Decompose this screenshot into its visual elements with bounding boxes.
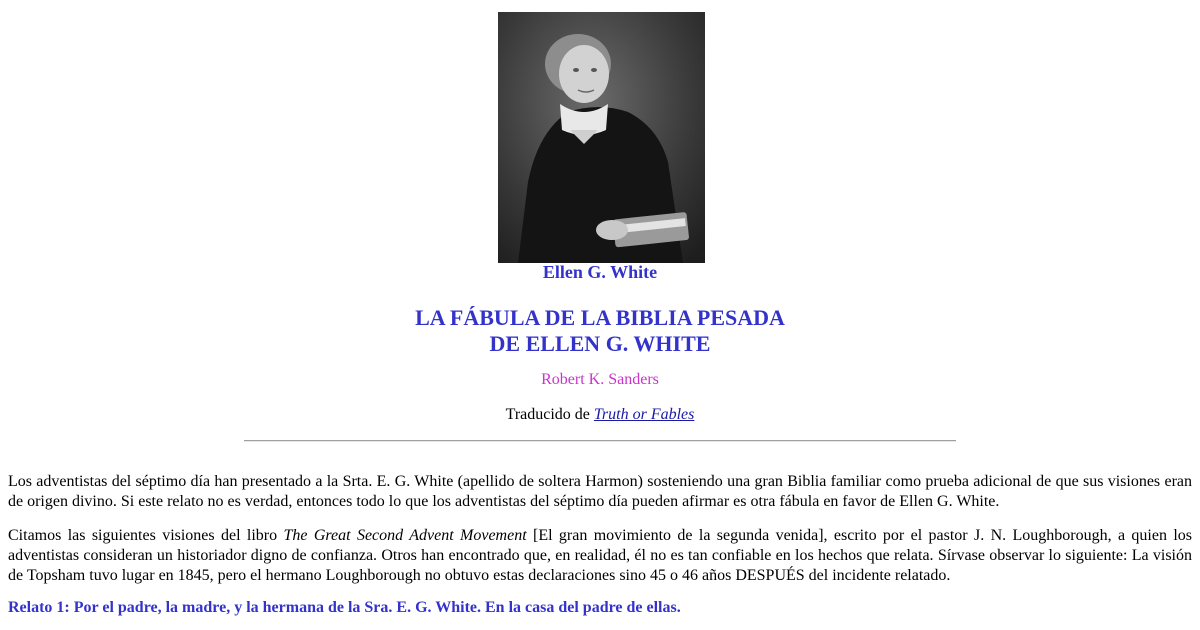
truth-or-fables-link[interactable]: Truth or Fables xyxy=(593,406,695,423)
page-title-line-1: LA FÁBULA DE LA BIBLIA PESADA xyxy=(415,305,785,330)
translated-from xyxy=(0,406,1200,424)
author-name: Robert K. Sanders xyxy=(541,371,659,388)
photo-caption: Ellen G. White xyxy=(542,262,658,282)
translated-prefix: Traducido de xyxy=(505,406,594,423)
horizontal-divider xyxy=(244,440,956,442)
citation-text-before: Citamos las siguientes visiones del libro xyxy=(8,527,284,544)
page-title xyxy=(0,305,1200,357)
section-heading: Relato 1: Por el padre, la madre, y la hermana de la Sra. E. G. White. En la casa del padre de ellas. xyxy=(8,599,681,616)
book-title: The Great Second Advent Movement xyxy=(283,527,527,544)
citation-text-after: [El gran movimiento de la segunda venida], escrito por el pastor J. N. Loughborough, a quien los adventistas consideran un historiador digno de confianza. Otros han encontrado que, en realidad, él no es tan confiable en los hechos que relata. Sírvase observar lo siguiente: La visión de Topsham tuvo lugar en 1845, pero el hermano Loughborough no obtuvo estas declaraciones sino 45 o 46 años DESPUÉS del incidente relatado. xyxy=(8,527,1193,584)
portrait-photo xyxy=(498,12,705,263)
intro-paragraph: Los adventistas del séptimo día han presentado a la Srta. E. G. White (apellido de soltera Harmon) sosteniendo una gran Biblia familiar como prueba adicional de que sus visiones eran de origen divino. Si este relato no es verdad, entonces todo lo que los adventistas del séptimo día pueden afirmar es otra fábula en favor de Ellen G. White. xyxy=(8,473,1192,510)
citation-paragraph xyxy=(8,526,1192,586)
page-title-line-2: DE ELLEN G. WHITE xyxy=(489,331,711,356)
